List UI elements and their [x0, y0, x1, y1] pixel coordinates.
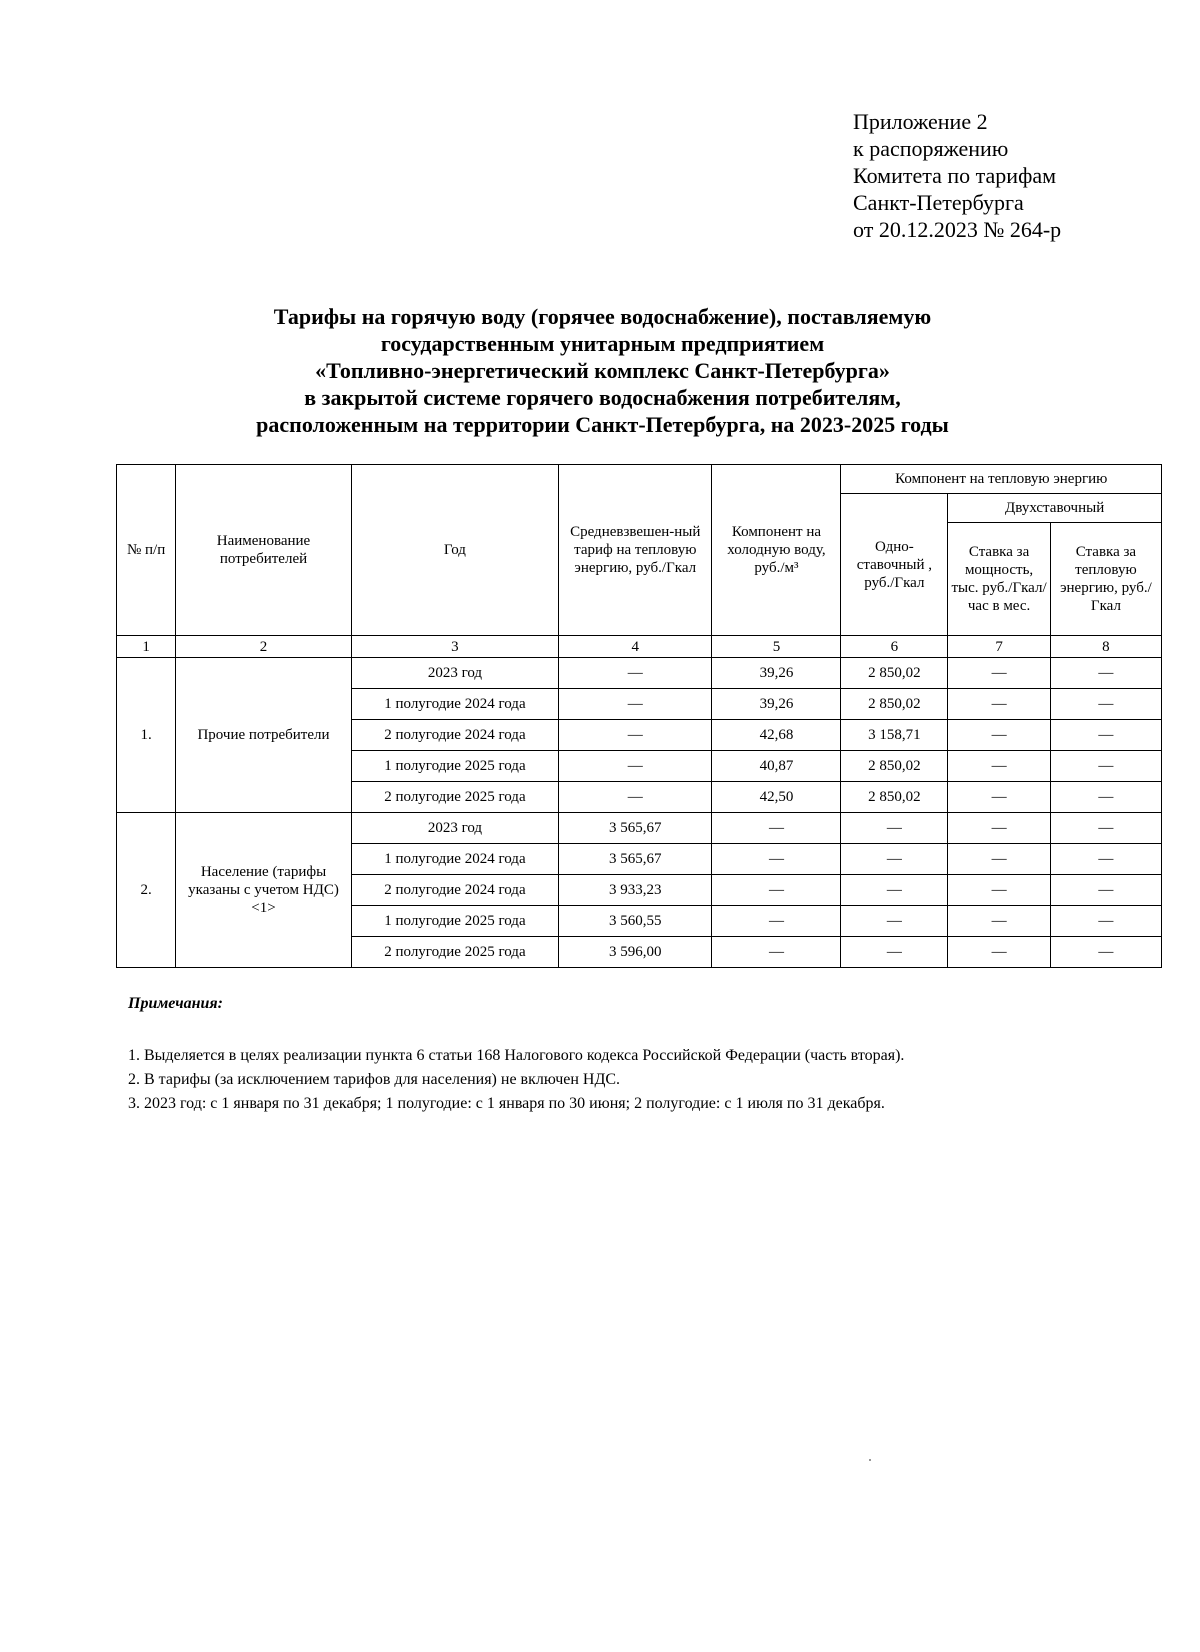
appendix-line: Санкт-Петербурга — [853, 190, 1024, 215]
header-cold-water: Компонент на холодную воду, руб./м³ — [712, 465, 841, 636]
capacity-rate-cell: — — [948, 658, 1051, 689]
year-cell: 1 полугодие 2025 года — [351, 906, 558, 937]
capacity-rate-cell: — — [948, 720, 1051, 751]
weighted-cell: 3 560,55 — [559, 906, 712, 937]
cold-water-cell: — — [712, 906, 841, 937]
single-rate-cell: 3 158,71 — [841, 720, 948, 751]
appendix-line: Комитета по тарифам — [853, 163, 1057, 188]
energy-rate-cell: — — [1050, 906, 1161, 937]
year-cell: 1 полугодие 2024 года — [351, 844, 558, 875]
weighted-cell: 3 933,23 — [559, 875, 712, 906]
weighted-cell: — — [559, 751, 712, 782]
title-line: расположенным на территории Санкт-Петербурга, на 2023-2025 годы — [256, 412, 949, 437]
year-cell: 2 полугодие 2025 года — [351, 937, 558, 968]
cold-water-cell: — — [712, 813, 841, 844]
capacity-rate-cell: — — [948, 906, 1051, 937]
cold-water-cell: 42,50 — [712, 782, 841, 813]
capacity-rate-cell: — — [948, 844, 1051, 875]
single-rate-cell: 2 850,02 — [841, 658, 948, 689]
title-line: государственным унитарным предприятием — [380, 331, 825, 356]
weighted-cell: — — [559, 782, 712, 813]
energy-rate-cell: — — [1050, 813, 1161, 844]
header-year: Год — [351, 465, 558, 636]
header-num: № п/п — [117, 465, 176, 636]
note-item: 2. В тарифы (за исключением тарифов для населения) не включен НДС. — [128, 1071, 621, 1088]
capacity-rate-cell: — — [948, 875, 1051, 906]
year-cell: 2023 год — [351, 658, 558, 689]
note-item: 1. Выделяется в целях реализации пункта 6 статьи 168 Налогового кодекса Российской Федерации (часть вторая). — [128, 1047, 905, 1064]
notes-heading: Примечания: — [128, 995, 223, 1012]
cold-water-cell: 42,68 — [712, 720, 841, 751]
year-cell: 1 полугодие 2025 года — [351, 751, 558, 782]
header-heat-component: Компонент на тепловую энергию — [841, 465, 1162, 494]
year-cell: 2 полугодие 2024 года — [351, 875, 558, 906]
column-number: 2 — [176, 636, 352, 658]
column-numbers-row — [117, 636, 1162, 658]
column-number: 5 — [712, 636, 841, 658]
capacity-rate-cell: — — [948, 937, 1051, 968]
capacity-rate-cell: — — [948, 782, 1051, 813]
weighted-cell: — — [559, 689, 712, 720]
year-cell: 2 полугодие 2025 года — [351, 782, 558, 813]
weighted-cell: — — [559, 720, 712, 751]
cold-water-cell: 39,26 — [712, 689, 841, 720]
cold-water-cell: — — [712, 875, 841, 906]
title-line: «Топливно-энергетический комплекс Санкт-Петербурга» — [315, 358, 890, 383]
single-rate-cell: 2 850,02 — [841, 782, 948, 813]
table-row — [117, 813, 1162, 844]
energy-rate-cell: — — [1050, 751, 1161, 782]
year-cell: 2023 год — [351, 813, 558, 844]
weighted-cell: — — [559, 658, 712, 689]
single-rate-cell: — — [841, 875, 948, 906]
energy-rate-cell: — — [1050, 937, 1161, 968]
title-line: Тарифы на горячую воду (горячее водоснабжение), поставляемую — [273, 304, 932, 329]
energy-rate-cell: — — [1050, 658, 1161, 689]
appendix-line: от 20.12.2023 № 264-р — [853, 217, 1062, 242]
energy-rate-cell: — — [1050, 875, 1161, 906]
column-number: 6 — [841, 636, 948, 658]
column-number: 7 — [948, 636, 1051, 658]
single-rate-cell: — — [841, 844, 948, 875]
appendix-line: Приложение 2 — [853, 109, 988, 134]
energy-rate-cell: — — [1050, 689, 1161, 720]
table-row — [117, 658, 1162, 689]
cold-water-cell: 39,26 — [712, 658, 841, 689]
single-rate-cell: 2 850,02 — [841, 751, 948, 782]
cold-water-cell: — — [712, 844, 841, 875]
cold-water-cell: 40,87 — [712, 751, 841, 782]
group-number: 1. — [117, 658, 176, 813]
weighted-cell: 3 565,67 — [559, 844, 712, 875]
consumer-name: Население (тарифы указаны с учетом НДС) <1> — [176, 813, 352, 968]
title-line: в закрытой системе горячего водоснабжения потребителям, — [304, 385, 901, 410]
year-cell: 2 полугодие 2024 года — [351, 720, 558, 751]
capacity-rate-cell: — — [948, 813, 1051, 844]
header-capacity-rate: Ставка за мощность, тыс. руб./Гкал/ час в мес. — [948, 523, 1051, 636]
cold-water-cell: — — [712, 937, 841, 968]
header-weighted-tariff: Средневзвешен-ный тариф на тепловую энергию, руб./Гкал — [559, 465, 712, 636]
header-two-rate: Двухставочный — [948, 494, 1162, 523]
energy-rate-cell: — — [1050, 720, 1161, 751]
capacity-rate-cell: — — [948, 751, 1051, 782]
appendix-block — [853, 108, 1061, 243]
consumer-name: Прочие потребители — [176, 658, 352, 813]
note-item: 3. 2023 год: с 1 января по 31 декабря; 1 полугодие: с 1 января по 30 июня; 2 полугодие: с 1 июля по 31 декабря. — [128, 1095, 885, 1112]
column-number: 1 — [117, 636, 176, 658]
weighted-cell: 3 565,67 — [559, 813, 712, 844]
appendix-line: к распоряжению — [853, 136, 1009, 161]
column-number: 8 — [1050, 636, 1161, 658]
single-rate-cell: — — [841, 937, 948, 968]
single-rate-cell: — — [841, 906, 948, 937]
scan-speck — [869, 1459, 871, 1461]
header-single-rate: Одно-ставочный , руб./Гкал — [841, 494, 948, 636]
tariffs-table — [116, 464, 1162, 968]
capacity-rate-cell: — — [948, 689, 1051, 720]
column-number: 4 — [559, 636, 712, 658]
header-consumers: Наименование потребителей — [176, 465, 352, 636]
single-rate-cell: 2 850,02 — [841, 689, 948, 720]
group-number: 2. — [117, 813, 176, 968]
energy-rate-cell: — — [1050, 782, 1161, 813]
year-cell: 1 полугодие 2024 года — [351, 689, 558, 720]
energy-rate-cell: — — [1050, 844, 1161, 875]
document-title — [120, 303, 1085, 438]
single-rate-cell: — — [841, 813, 948, 844]
notes-list — [128, 1044, 904, 1116]
header-energy-rate: Ставка за тепловую энергию, руб./Гкал — [1050, 523, 1161, 636]
weighted-cell: 3 596,00 — [559, 937, 712, 968]
column-number: 3 — [351, 636, 558, 658]
